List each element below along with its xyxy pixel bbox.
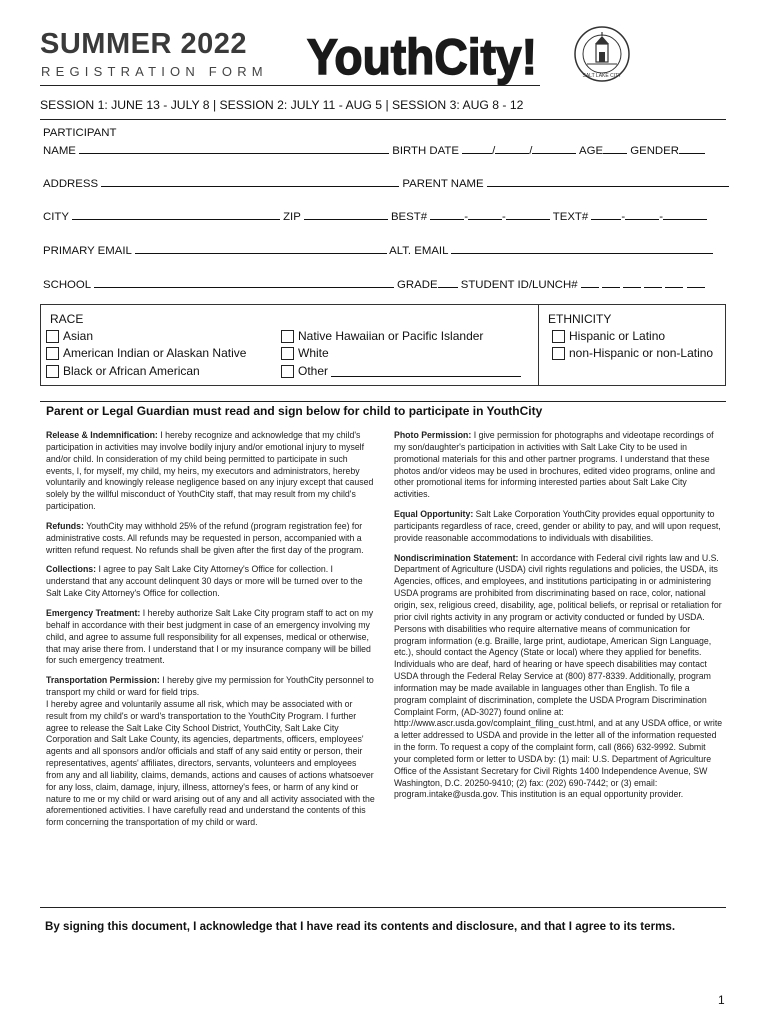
alt-email-field[interactable] [451,243,713,254]
school-field[interactable] [94,277,394,288]
race-option-black[interactable]: Black or African American [46,364,200,378]
text-phone-prefix-field[interactable] [625,209,659,220]
student-id-digit-3[interactable] [623,277,641,288]
guardian-divider [40,401,726,402]
race-label: RACE [50,312,84,326]
assume-risk-paragraph: I hereby agree and voluntarily assume all risk, which may be associated with or result from my child's or ward's transportation to the YouthCity Program. I further agree to release the Salt Lake City School District, YouthCity, Salt Lake City Corporation and Salt Lake County, its agencies, departments, officers, employees' agents and all sponsors and/or officials and staff of any said entity or person, their representatives, agents' affiliates, directors, servants, volunteers and employees from any and all liability, claims, demands, actions and causes of actions whatsoever for any loss, claim, damage, injury, illness, attorney's fees, or harm of any kind or nature to me or my child or ward arising out of any and all activity associated with the aforementioned activities. I have carefully read and understand the contents of this form concerning the transportation of my child or ward. [46,698,375,828]
form-subtitle: REGISTRATION FORM [41,64,268,79]
other-race-field[interactable] [331,366,521,377]
sessions-divider [40,119,726,120]
best-phone-line-field[interactable] [506,209,550,220]
ethnicity-option-non-hispanic[interactable]: non-Hispanic or non-Latino [552,346,713,360]
gender-label: GENDER [630,145,679,157]
city-label: CITY [43,211,69,223]
ethnicity-label: ETHNICITY [548,312,612,326]
race-option-white[interactable]: White [281,346,329,360]
emergency-paragraph: Emergency Treatment: I hereby authorize Salt Lake City program staff to act on my behalf in accordance with their best judgment in case of an emergency involving my child, and agree to assume full responsibility for all expenses, medical or otherwise, that may arise there from. I understand that I or my insurance company will be billed for such emergency treatment. [46,607,374,666]
zip-label: ZIP [283,211,301,223]
email-row [43,243,713,257]
age-field[interactable] [603,143,627,154]
student-id-digit-6[interactable] [687,277,705,288]
address-label: ADDRESS [43,178,99,190]
race-option-other[interactable]: Other [281,364,521,378]
alt-email-label: ALT. EMAIL [389,245,449,257]
text-phone-area-field[interactable] [591,209,621,220]
grade-label: GRADE [397,279,438,291]
primary-email-field[interactable] [135,243,387,254]
acknowledgement-text: By signing this document, I acknowledge that I have read its contents and disclosure, and that I agree to its terms. [45,920,676,933]
name-field[interactable] [79,143,389,154]
birth-date-label: BIRTH DATE [392,145,459,157]
text-phone-label: TEXT# [552,211,589,223]
transport-paragraph: Transportation Permission: I hereby give my permission for YouthCity personnel to transport my child or ward for field trips. [46,675,374,698]
best-phone-label: BEST# [390,211,428,223]
student-id-digit-5[interactable] [665,277,683,288]
city-field[interactable] [72,209,280,220]
zip-field[interactable] [304,209,388,220]
participant-section-label: PARTICIPANT [43,127,117,139]
seal-text: SALT LAKE CITY [582,73,622,79]
collections-paragraph: Collections: I agree to pay Salt Lake City Attorney's Office for collection. I understand that any account delinquent 30 days or more will be turned over to the Salt Lake City Attorney's Office for collection. [46,564,363,599]
school-label: SCHOOL [43,279,91,291]
left-terms-column [46,430,376,837]
checkbox-american-indian[interactable] [46,347,59,360]
checkbox-hispanic[interactable] [552,330,565,343]
race-ethnicity-divider [538,304,539,386]
name-row: NAME BIRTH DATE / / AGE GENDER [43,143,705,157]
birth-month-field[interactable] [462,143,492,154]
birth-day-field[interactable] [495,143,529,154]
student-id-digit-2[interactable] [602,277,620,288]
checkbox-native-hawaiian[interactable] [281,330,294,343]
checkbox-black[interactable] [46,365,59,378]
parent-name-field[interactable] [487,176,729,187]
student-id-digit-4[interactable] [644,277,662,288]
race-option-american-indian[interactable]: American Indian or Alaskan Native [46,346,246,360]
birth-year-field[interactable] [532,143,576,154]
city-row: CITY ZIP BEST# - - TEXT# - - [43,209,707,223]
address-field[interactable] [101,176,399,187]
salt-lake-city-seal-icon [573,24,631,84]
grade-field[interactable] [438,277,458,288]
name-label: NAME [43,145,76,157]
session-dates: SESSION 1: JUNE 13 - JULY 8 | SESSION 2: JULY 11 - AUG 5 | SESSION 3: AUG 8 - 12 [40,98,524,112]
checkbox-asian[interactable] [46,330,59,343]
guardian-heading: Parent or Legal Guardian must read and sign below for child to participate in YouthCity [46,404,543,418]
best-phone-prefix-field[interactable] [468,209,502,220]
school-row [43,277,705,291]
checkbox-white[interactable] [281,347,294,360]
release-paragraph: Release & Indemnification: I hereby recognize and acknowledge that my child's participation in activities may involve bodily injury and/or emotional injury to myself and/or child. In consideration of my child being permitted to participate in such events, I, for myself, my child, my heirs, my executors and administrators, hereby voluntarily and knowingly release negligence based on any injury except that caused solely by the willful misconduct of YouthCity staff, that may result from my child's participation. [46,430,374,512]
checkbox-non-hispanic[interactable] [552,347,565,360]
nondiscrimination-paragraph: Nondiscrimination Statement: In accordance with Federal civil rights law and U.S. Department of Agriculture (USDA) civil rights regulations and policies, the USDA, its Agencies, offices, and employees, and institutions participating in or administering USDA programs are prohibited from discriminating based on race, color, national origin, sex, religious creed, disability, age, political beliefs, or reprisal or retaliation for prior civil rights activity in any program or activity conducted or funded by USDA. Persons with disabilities who require alternative means of communication for program information (e.g. Braille, large print, audiotape, American Sign Language, etc.), should contact the Agency (State or local) where they applied for benefits. Individuals who are deaf, hard of hearing or have speech disabilities may contact USDA through the Federal Relay Service at (800) 877-8339. Additionally, program information may be made available in languages other than English. To file a program complaint of discrimination, complete the USDA Program Discrimination Complaint Form, (AD-3027) found online at: http://www.ascr.usda.gov/complaint_filing_cust.html, and at any USDA office, or write a letter addressed to USDA and provide in the letter all of the information requested in the form. To request a copy of the complaint form, call (866) 632-9992. Submit your completed form or letter to USDA by: (1) mail: U.S. Department of Agriculture Office of the Assistant Secretary for Civil Rights 1400 Independence Avenue, SW Washington, D.C. 20250-9410; (2) fax: (202) 690-7442; or (3) email: program.intake@usda.gov. This institution is an equal opportunity provider. [394,552,723,800]
youthcity-logo [305,24,540,86]
student-id-digit-1[interactable] [581,277,599,288]
acknowledgement-divider [40,907,726,908]
text-phone-line-field[interactable] [663,209,707,220]
parent-name-label: PARENT NAME [402,178,484,190]
right-terms-column [394,430,724,809]
photo-paragraph: Photo Permission: I give permission for photographs and videotape recordings of my son/daughter's participation in activities with Salt Lake City to be used in promotional materials for this and other partner programs. I understand that these photos and/or videos may be used in brochures, edited video programs, online and other promotional items for informing interested parties about Salt Lake City activities. [394,430,716,500]
gender-field[interactable] [679,143,705,154]
refunds-paragraph: Refunds: YouthCity may withhold 25% of the refund (program registration fee) for administrative costs. All refunds may be requested in person, accompanied with a written refund request. No refunds shall be given after the first day of the program. [46,520,364,555]
race-option-asian[interactable]: Asian [46,329,93,343]
best-phone-area-field[interactable] [430,209,464,220]
ethnicity-option-hispanic[interactable]: Hispanic or Latino [552,329,665,343]
race-option-native-hawaiian[interactable]: Native Hawaiian or Pacific Islander [281,329,483,343]
logo-text: YouthCity! [307,29,537,85]
page-number: 1 [718,993,725,1007]
age-label: AGE [579,145,604,157]
form-title: SUMMER 2022 [40,28,247,60]
student-id-label: STUDENT ID/LUNCH# [460,279,578,291]
checkbox-other[interactable] [281,365,294,378]
address-row [43,176,729,190]
equal-opportunity-paragraph: Equal Opportunity: Salt Lake Corporation YouthCity provides equal opportunity to participants regardless of race, creed, gender or ability to pay, and will upon request, provide reasonable accommodations to individuals with disabilities. [394,509,721,543]
primary-email-label: PRIMARY EMAIL [43,245,132,257]
